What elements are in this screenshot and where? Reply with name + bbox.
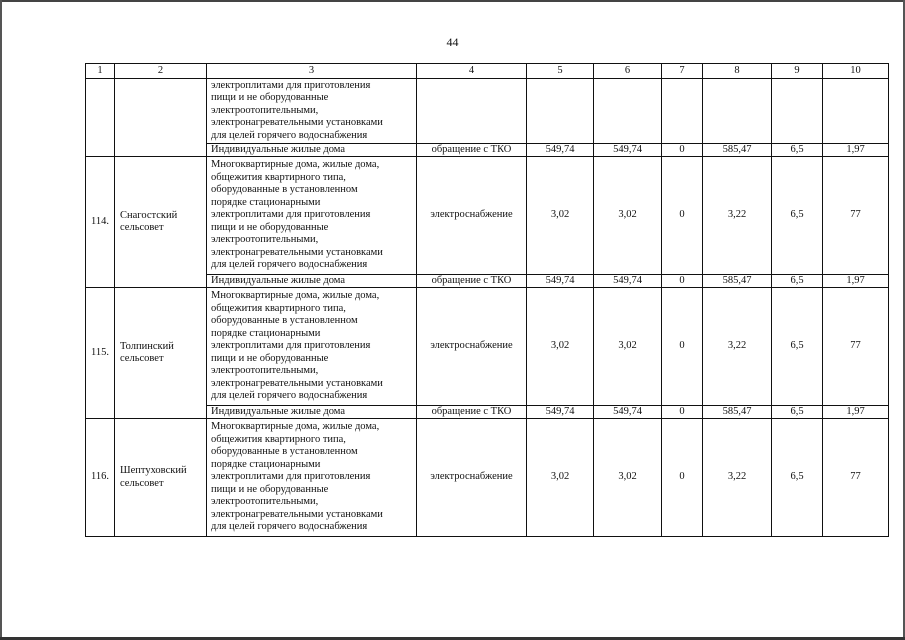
settlement-name: Шептуховский сельсовет (115, 419, 207, 537)
value-cell: 549,74 (527, 144, 594, 157)
desc-line: порядке стационарными (211, 196, 321, 208)
header-row (86, 64, 889, 79)
empty-cell (772, 79, 823, 144)
sub-row (86, 144, 889, 157)
row-number: 115. (86, 288, 115, 419)
empty-cell (662, 79, 703, 144)
empty-cell (527, 79, 594, 144)
header-cell: 3 (207, 64, 417, 79)
desc-line: общежития квартирного типа, (211, 433, 346, 445)
header-cell: 10 (823, 64, 889, 79)
service-cell: обращение с ТКО (417, 275, 527, 288)
sub-row (86, 406, 889, 419)
value-cell: 6,5 (772, 157, 823, 275)
value-cell: 77 (823, 288, 889, 406)
value-cell: 3,22 (703, 288, 772, 406)
value-cell: 0 (662, 144, 703, 157)
value-cell: 6,5 (772, 288, 823, 406)
desc-line: порядке стационарными (211, 458, 321, 470)
desc-line: электроотопительными, (211, 104, 319, 116)
settlement-row (86, 157, 889, 275)
value-cell: 585,47 (703, 144, 772, 157)
continuation-row (86, 79, 889, 144)
desc-line: общежития квартирного типа, (211, 171, 346, 183)
sub-row (86, 275, 889, 288)
scan-edge-left (0, 0, 2, 640)
service-cell: обращение с ТКО (417, 406, 527, 419)
service-cell: электроснабжение (417, 419, 527, 537)
value-cell: 3,02 (594, 157, 662, 275)
value-cell: 549,74 (594, 275, 662, 288)
empty-cell (594, 79, 662, 144)
value-cell: 1,97 (823, 406, 889, 419)
tariff-table (85, 63, 889, 537)
value-cell: 585,47 (703, 275, 772, 288)
value-cell: 0 (662, 288, 703, 406)
num-cell-empty (86, 79, 115, 157)
desc-line: электронагревательными установками (211, 377, 383, 389)
desc-line: электронагревательными установками (211, 246, 383, 258)
sub-desc: Индивидуальные жилые дома (207, 144, 417, 157)
value-cell: 549,74 (594, 406, 662, 419)
value-cell: 6,5 (772, 406, 823, 419)
value-cell: 6,5 (772, 419, 823, 537)
sub-desc: Индивидуальные жилые дома (207, 406, 417, 419)
desc-line: для целей горячего водоснабжения (211, 259, 368, 271)
desc-line: электронагревательными установками (211, 117, 383, 129)
service-cell: электроснабжение (417, 157, 527, 275)
desc-line: Многоквартирные дома, жилые дома, (211, 421, 380, 433)
value-cell: 3,02 (527, 419, 594, 537)
page-number: 44 (446, 35, 459, 49)
value-cell: 3,02 (527, 288, 594, 406)
value-cell: 585,47 (703, 406, 772, 419)
desc-line: для целей горячего водоснабжения (211, 521, 368, 533)
desc-line: пищи и не оборудованные (211, 221, 329, 233)
desc-line: электроплитами для приготовления (211, 209, 371, 221)
value-cell: 549,74 (594, 144, 662, 157)
value-cell: 3,02 (527, 157, 594, 275)
value-cell: 77 (823, 157, 889, 275)
desc-cell (207, 79, 417, 144)
desc-line: для целей горячего водоснабжения (211, 129, 368, 141)
row-number: 114. (86, 157, 115, 288)
scan-edge-top (0, 0, 905, 2)
header-cell: 6 (594, 64, 662, 79)
empty-cell (417, 79, 527, 144)
value-cell: 549,74 (527, 406, 594, 419)
desc-line: электроплитами для приготовления (211, 79, 371, 91)
value-cell: 0 (662, 275, 703, 288)
desc-line: электроплитами для приготовления (211, 471, 371, 483)
desc-line: общежития квартирного типа, (211, 302, 346, 314)
header-cell: 4 (417, 64, 527, 79)
value-cell: 0 (662, 406, 703, 419)
header-cell: 9 (772, 64, 823, 79)
desc-line: электроотопительными, (211, 496, 319, 508)
row-number: 116. (86, 419, 115, 537)
desc-line: Многоквартирные дома, жилые дома, (211, 290, 380, 302)
name-cell-empty (115, 79, 207, 157)
value-cell: 77 (823, 419, 889, 537)
value-cell: 6,5 (772, 144, 823, 157)
header-cell: 7 (662, 64, 703, 79)
header-cell: 2 (115, 64, 207, 79)
desc-line: оборудованные в установленном (211, 446, 358, 458)
desc-line: для целей горячего водоснабжения (211, 390, 368, 402)
header-cell: 1 (86, 64, 115, 79)
value-cell: 3,02 (594, 419, 662, 537)
value-cell: 3,22 (703, 419, 772, 537)
desc-line: Многоквартирные дома, жилые дома, (211, 159, 380, 171)
empty-cell (703, 79, 772, 144)
desc-line: электроплитами для приготовления (211, 340, 371, 352)
desc-line: электронагревательными установками (211, 508, 383, 520)
empty-cell (823, 79, 889, 144)
value-cell: 3,02 (594, 288, 662, 406)
header-cell: 5 (527, 64, 594, 79)
value-cell: 1,97 (823, 275, 889, 288)
value-cell: 0 (662, 157, 703, 275)
value-cell: 1,97 (823, 144, 889, 157)
desc-line: электроотопительными, (211, 234, 319, 246)
sub-desc: Индивидуальные жилые дома (207, 275, 417, 288)
service-cell: электроснабжение (417, 288, 527, 406)
desc-line: пищи и не оборудованные (211, 92, 329, 104)
desc-line: оборудованные в установленном (211, 184, 358, 196)
desc-line: пищи и не оборудованные (211, 352, 329, 364)
settlement-name: Снагостский сельсовет (115, 157, 207, 288)
value-cell: 3,22 (703, 157, 772, 275)
service-cell: обращение с ТКО (417, 144, 527, 157)
desc-line: электроотопительными, (211, 365, 319, 377)
value-cell: 6,5 (772, 275, 823, 288)
settlement-row (86, 288, 889, 406)
value-cell: 0 (662, 419, 703, 537)
desc-cell (207, 288, 417, 406)
header-cell: 8 (703, 64, 772, 79)
settlement-name: Толпинский сельсовет (115, 288, 207, 419)
desc-line: оборудованные в установленном (211, 315, 358, 327)
desc-cell (207, 419, 417, 537)
settlement-row (86, 419, 889, 537)
desc-line: пищи и не оборудованные (211, 483, 329, 495)
desc-line: порядке стационарными (211, 327, 321, 339)
desc-cell (207, 157, 417, 275)
value-cell: 549,74 (527, 275, 594, 288)
